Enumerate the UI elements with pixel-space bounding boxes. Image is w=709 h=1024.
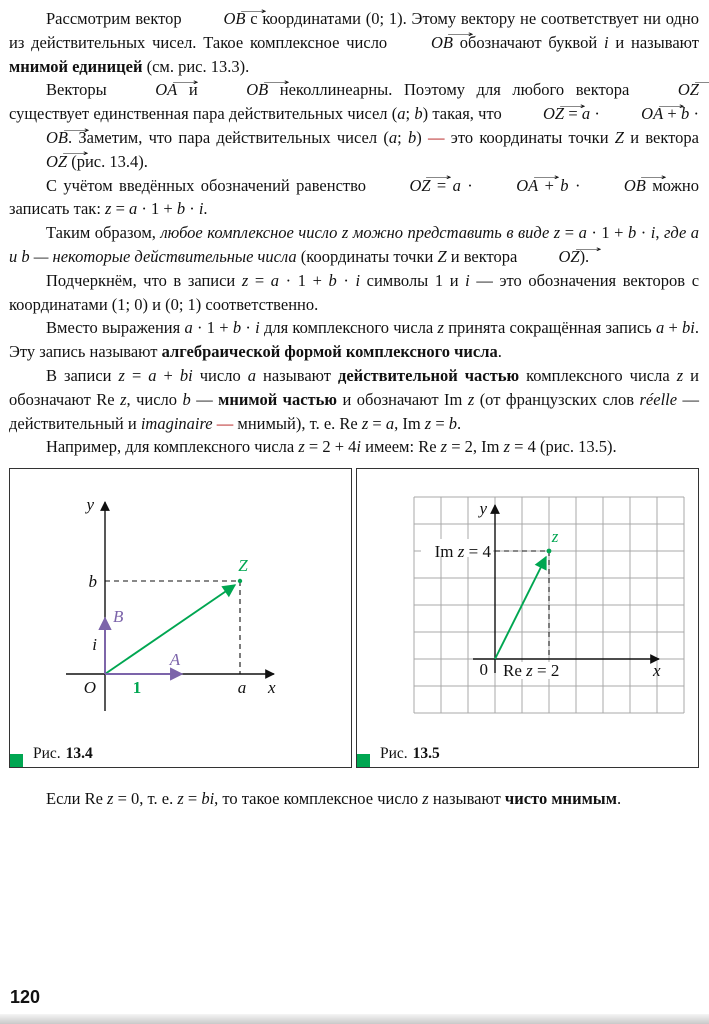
- paragraph: Векторы ⟶ OA и ⟶ OB неколлинеарны. Поэтому для любого вектора ⟶ OZ существует единственная пара действительных чисел (a; b) такая, что ⟶ OZ = a · ⟶ OA + b · ⟶ OB. Заметим, что пара действительных чисел (a; b) — это координаты точки Z и вектора ⟶ OZ (рис. 13.4).: [9, 78, 699, 173]
- caption-prefix: Рис.: [380, 745, 408, 763]
- caption-prefix: Рис.: [33, 745, 61, 763]
- vector-z: [495, 557, 546, 659]
- figures-row: [9, 468, 699, 768]
- vector-b-label: B: [113, 607, 124, 627]
- caption-number: 13.4: [65, 745, 93, 763]
- re-label: Re z = 2: [503, 661, 560, 681]
- figure-13-4-plot: [10, 469, 351, 741]
- body-text: [9, 7, 699, 459]
- paragraph: Например, для комплексного числа z = 2 + 4i имеем: Re z = 2, Im z = 4 (рис. 13.5).: [46, 437, 617, 457]
- caption-number: 13.5: [412, 745, 440, 763]
- origin-label: 0: [479, 660, 488, 680]
- point-z: [238, 579, 242, 583]
- im-label: Im z = 4: [434, 542, 491, 562]
- point-z-label: Z: [238, 556, 248, 576]
- x-axis-label: x: [268, 678, 276, 698]
- caption-square-icon: [357, 754, 370, 767]
- a-label: a: [237, 678, 247, 698]
- i-label: i: [92, 635, 97, 655]
- point-z: [547, 549, 552, 554]
- page-edge-shadow: [0, 1014, 709, 1024]
- y-axis-label: y: [479, 499, 487, 519]
- figure-caption: [33, 745, 93, 763]
- paragraph: С учётом введённых обозначений равенство ⟶ OZ = a · ⟶ OA + b · ⟶ OB можно записать так: z = a · 1 + b · i.: [9, 174, 699, 222]
- origin-label: O: [83, 678, 96, 698]
- point-z-label: z: [551, 527, 559, 547]
- figure-13-4: [9, 468, 352, 768]
- paragraph: Таким образом, любое комплексное число z можно представить в виде z = a · 1 + b · i, где a и b — некоторые действительные числа (координаты точки Z и вектора ⟶ OZ).: [9, 221, 699, 269]
- figure-caption: [380, 745, 440, 763]
- b-label: b: [88, 572, 97, 592]
- caption-square-icon: [10, 754, 23, 767]
- x-axis-label: x: [653, 661, 661, 681]
- paragraph: В записи z = a + bi число a называют действительной частью комплексного числа z и обозначают Re z, число b — мнимой частью и обозначают Im z (от французских слов réelle — действительный и imaginaire — мнимый), т. е. Re z = a, Im z = b.: [9, 365, 700, 433]
- vector-a-label: A: [169, 650, 181, 670]
- one-label: 1: [132, 678, 142, 698]
- y-axis-label: y: [86, 495, 94, 515]
- figure-13-5: [356, 468, 699, 768]
- paragraph: Рассмотрим вектор ⟶ OB с координатами (0; 1). Этому вектору не соответствует ни одно из действительных чисел. Такое комплексное число ⟶ OB обозначают буквой i и называют мнимой единицей (см. рис. 13.3).: [9, 7, 699, 78]
- page-number: 120: [10, 987, 41, 1007]
- closing-paragraph: Если Re z = 0, т. е. z = bi, то такое комплексное число z называют чисто мнимым.: [46, 789, 622, 809]
- paragraph: Вместо выражения a · 1 + b · i для комплексного числа z принята сокращённая запись a + bi. Эту запись называют алгебраической формой комплексного числа.: [9, 318, 699, 362]
- figure-13-5-plot: [357, 469, 698, 741]
- paragraph: Подчеркнём, что в записи z = a · 1 + b · i символы 1 и i — это обозначения векторов с координатами (1; 0) и (0; 1) соответственно.: [9, 270, 700, 314]
